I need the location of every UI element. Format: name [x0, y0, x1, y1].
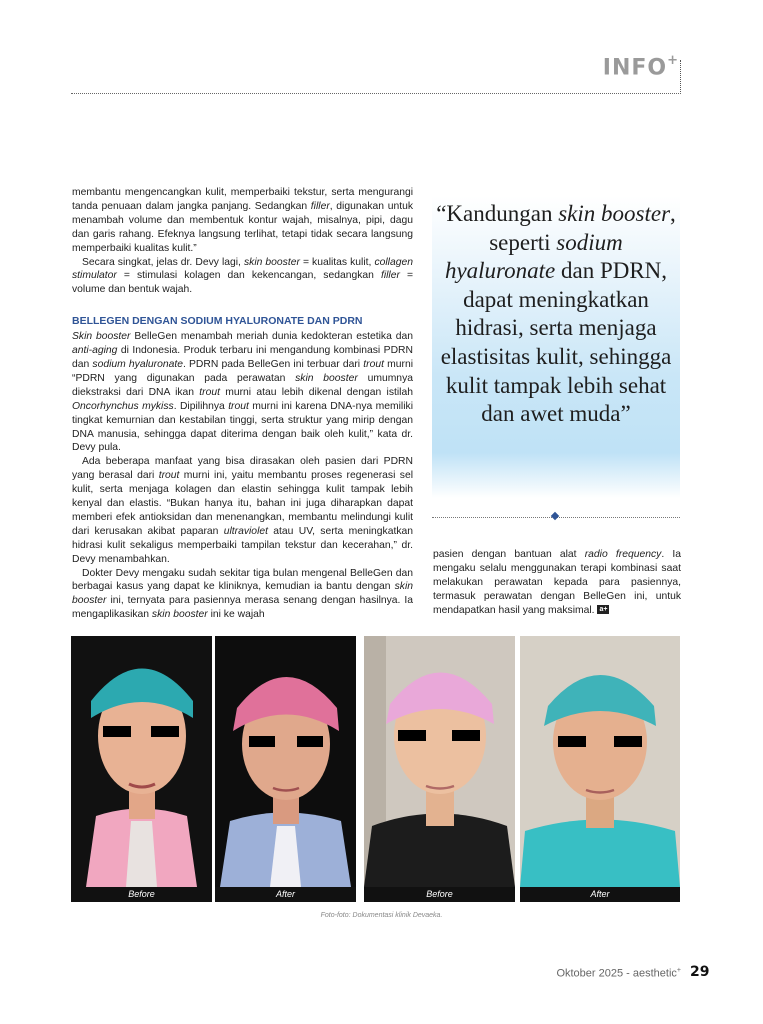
photo-caption: After — [215, 887, 356, 902]
photo-caption: Before — [71, 887, 212, 902]
paragraph: Dokter Devy mengaku sudah sekitar tiga bulan mengenal BelleGen dan berbagai kasus yang dapat ke kliniknya, kemudian ia bantu dengan skin booster ini, ternyata para pasiennya merasa senang dengan hasilnya. Ia mengaplikasikan skin booster ini ke wajah — [72, 567, 413, 621]
header-divider-vertical — [680, 60, 681, 94]
paragraph: Skin booster BelleGen menambah meriah dunia kedokteran estetika dan anti-aging di Indonesia. Produk terbaru ini mengandung kombinasi PDRN dan sodium hyaluronate. PDRN pada BelleGen ini terbuar dari trout murni “PDRN yang digunakan pada perawatan skin booster umumnya diekstraksi dari DNA ikan trout murni atau lebih dikenal dengan istilah Oncorhynchus mykiss. Dipilihnya trout murni ini karena DNA-nya memiliki tingkat kemurnian dan kestabilan tinggi, serta struktur yang mirip dengan DNA manusia, sehingga dapat diterima dengan baik oleh kulit,” kata dr. Devy pula. — [72, 331, 413, 454]
paragraph: Ada beberapa manfaat yang bisa dirasakan oleh pasien dari PDRN yang berasal dari trout murni ini, yaitu membantu proses regenerasi sel kulit, serta menjaga kolagen dan elastin sehingga kulit tampak lebih kenyal dan elastis. “Bukan hanya itu, bahan ini juga diharapkan dapat memberi efek antioksidan dan menenangkan, membantu melindungi kulit dari kerusakan akibat paparan ultraviolet atau UV, serta meningkatkan hidrasi kulit sekaligus memperbaiki tampilan tekstur dan kecerahan,” dr. Devy menambahkan. — [72, 456, 413, 565]
paragraph: pasien dengan bantuan alat radio frequency. Ia mengaku selalu menggunakan terapi kombinasi saat melakukan perawatan kepada para pasiennya, termasuk perawatan dengan BelleGen ini, untuk mendapatkan hasil yang maksimal. a+ — [433, 549, 681, 616]
pull-quote — [432, 196, 680, 498]
photo-caption: After — [520, 887, 680, 902]
right-column — [433, 548, 681, 618]
photo-caption: Before — [364, 887, 515, 902]
paragraph: Secara singkat, jelas dr. Devy lagi, skin booster = kualitas kulit, collagen stimulator = stimulasi kolagen dan kekencangan, sedangkan filler = volume dan bentuk wajah. — [72, 256, 414, 296]
footer-magazine: Oktober 2025 - aesthetic+ — [556, 967, 681, 980]
diamond-icon — [551, 512, 559, 520]
section-title: INFO+ — [602, 53, 679, 81]
after-photo-1 — [215, 636, 356, 887]
after-photo-2 — [520, 636, 680, 887]
section-heading: BELLEGEN DENGAN SODIUM HYALURONATE DAN PDRN — [72, 315, 363, 328]
before-photo-2 — [364, 636, 515, 887]
pull-quote-text: “Kandungan skin booster, seperti sodium hyaluronate dan PDRN, dapat meningkatkan hidrasi, serta menjaga elastisitas kulit, sehingga kulit tampak lebih sehat dan awet muda” — [436, 201, 676, 427]
left-column — [72, 186, 413, 622]
page-number: 29 — [690, 964, 710, 980]
end-mark-icon: a+ — [599, 606, 608, 614]
paragraph: membantu mengencangkan kulit, memperbaiki tekstur, serta mengurangi tanda penuaan dalam jangka panjang. Sedangkan filler, digunakan untuk menambah volume dan membentuk kontur wajah, misalnya, pipi, dagu dan garis rahang. Efeknya langsung terlihat, tetapi tidak secara langsung memperbaiki kualitas kulit.” — [72, 187, 414, 254]
before-photo-1 — [71, 636, 212, 887]
header-divider — [71, 93, 681, 94]
photo-credit: Foto-foto: Dokumentasi klinik Devaeka. — [320, 912, 443, 919]
